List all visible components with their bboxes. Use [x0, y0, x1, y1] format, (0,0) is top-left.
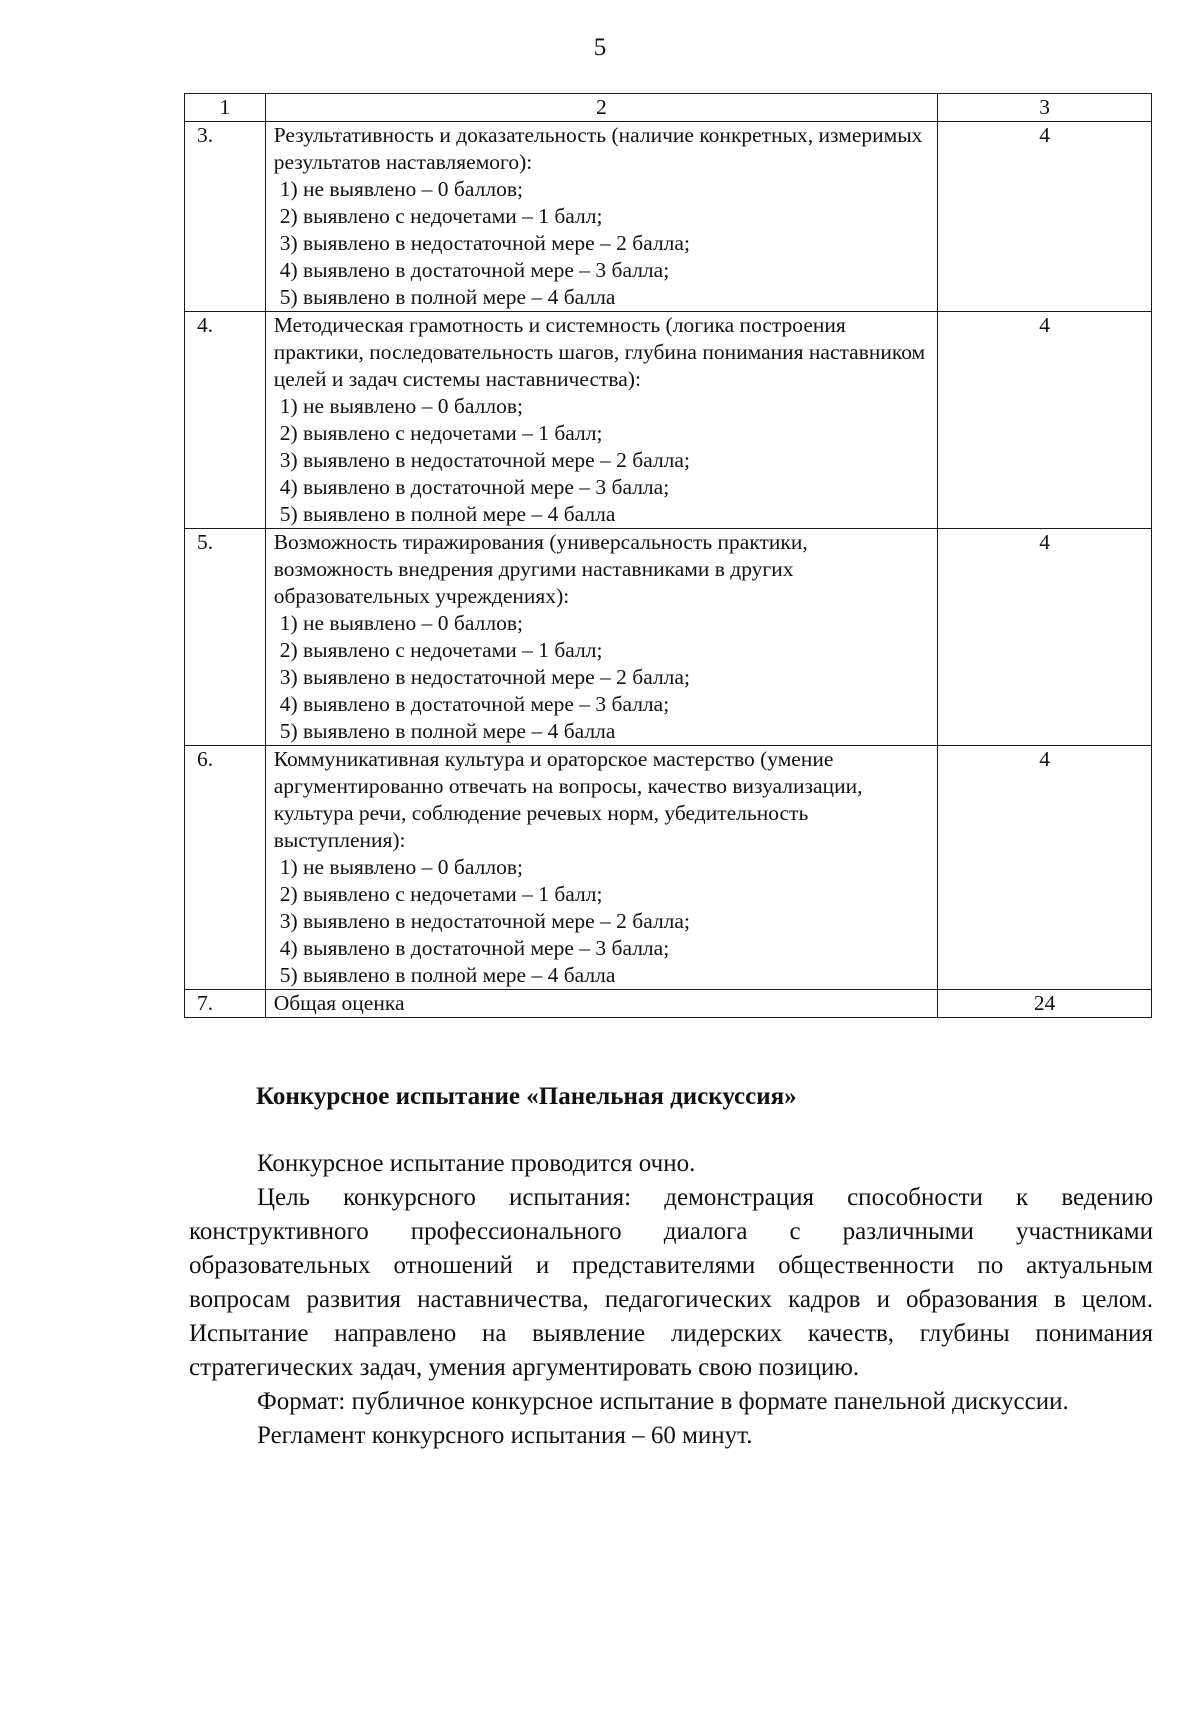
criterion-title: Возможность тиражирования (универсальность практики, возможность внедрения другими наставниками в других образовательных учреждениях):	[273, 530, 808, 608]
list-item: 2) выявлено с недочетами – 1 балл;	[279, 421, 603, 445]
list-item: 3) выявлено в недостаточной мере – 2 балла;	[279, 231, 690, 255]
section-heading: Конкурсное испытание «Панельная дискуссия»	[256, 1083, 797, 1110]
row-number: 4.	[185, 312, 266, 529]
list-item: 3) выявлено в недостаточной мере – 2 балла;	[279, 665, 690, 689]
paragraph: Конкурсное испытание проводится очно.	[257, 1150, 696, 1177]
list-item: 1) не выявлено – 0 баллов;	[279, 855, 523, 879]
paragraph: Формат: публичное конкурсное испытание в формате панельной дискуссии.	[257, 1388, 1069, 1415]
list-item: 5) выявлено в полной мере – 4 балла	[279, 963, 616, 987]
table-row	[185, 529, 1152, 746]
criterion-title: Результативность и доказательность (наличие конкретных, измеримых результатов наставляемого):	[273, 123, 923, 174]
section-body	[189, 1147, 1153, 1453]
list-item: 2) выявлено с недочетами – 1 балл;	[279, 204, 603, 228]
list-item: 2) выявлено с недочетами – 1 балл;	[279, 638, 603, 662]
criterion-cell	[265, 529, 937, 746]
header-cell: 1	[185, 94, 266, 122]
table-header-row	[185, 94, 1152, 122]
list-item: 4) выявлено в достаточной мере – 3 балла;	[279, 258, 670, 282]
paragraph: Регламент конкурсного испытания – 60 минут.	[257, 1422, 753, 1449]
max-score: 4	[938, 122, 1152, 312]
list-item: 2) выявлено с недочетами – 1 балл;	[279, 882, 603, 906]
list-item: 3) выявлено в недостаточной мере – 2 балла;	[279, 448, 690, 472]
page-number: 5	[593, 34, 607, 61]
list-item: 5) выявлено в полной мере – 4 балла	[279, 285, 616, 309]
max-score: 4	[938, 312, 1152, 529]
list-item: 4) выявлено в достаточной мере – 3 балла;	[279, 475, 670, 499]
criteria-table	[184, 93, 1152, 1018]
list-item: 5) выявлено в полной мере – 4 балла	[279, 719, 616, 743]
total-label: Общая оценка	[265, 990, 937, 1018]
score-levels	[274, 176, 929, 311]
list-item: 1) не выявлено – 0 баллов;	[279, 394, 523, 418]
score-levels	[274, 610, 929, 745]
criterion-title: Коммуникативная культура и ораторское мастерство (умение аргументированно отвечать на вопросы, качество визуализации, культура речи, соблюдение речевых норм, убедительность выступления):	[273, 747, 863, 852]
list-item: 1) не выявлено – 0 баллов;	[279, 611, 523, 635]
table-row	[185, 122, 1152, 312]
criterion-cell	[265, 312, 937, 529]
header-cell: 3	[938, 94, 1152, 122]
criterion-title: Методическая грамотность и системность (логика построения практики, последовательность шагов, глубина понимания наставником целей и задач системы наставничества):	[273, 313, 926, 391]
score-levels	[274, 393, 929, 528]
criterion-cell	[265, 746, 937, 990]
list-item: 4) выявлено в достаточной мере – 3 балла;	[279, 936, 670, 960]
list-item: 5) выявлено в полной мере – 4 балла	[279, 502, 616, 526]
list-item: 4) выявлено в достаточной мере – 3 балла;	[279, 692, 670, 716]
row-number: 5.	[185, 529, 266, 746]
table-row	[185, 312, 1152, 529]
criterion-cell	[265, 122, 937, 312]
total-row	[185, 990, 1152, 1018]
paragraph: Цель конкурсного испытания: демонстрация способности к ведению конструктивного профессионального диалога с различными участниками образовательных отношений и представителями общественности по актуальным вопросам развития наставничества, педагогических кадров и образования в целом. Испытание направлено на выявление лидерских качеств, глубины понимания стратегических задач, умения аргументировать свою позицию.	[189, 1184, 1153, 1381]
list-item: 1) не выявлено – 0 баллов;	[279, 177, 523, 201]
header-cell: 2	[265, 94, 937, 122]
total-score: 24	[938, 990, 1152, 1018]
list-item: 3) выявлено в недостаточной мере – 2 балла;	[279, 909, 690, 933]
max-score: 4	[938, 529, 1152, 746]
row-number: 3.	[185, 122, 266, 312]
row-number: 6.	[185, 746, 266, 990]
max-score: 4	[938, 746, 1152, 990]
table-row	[185, 746, 1152, 990]
row-number: 7.	[185, 990, 266, 1018]
score-levels	[274, 854, 929, 989]
